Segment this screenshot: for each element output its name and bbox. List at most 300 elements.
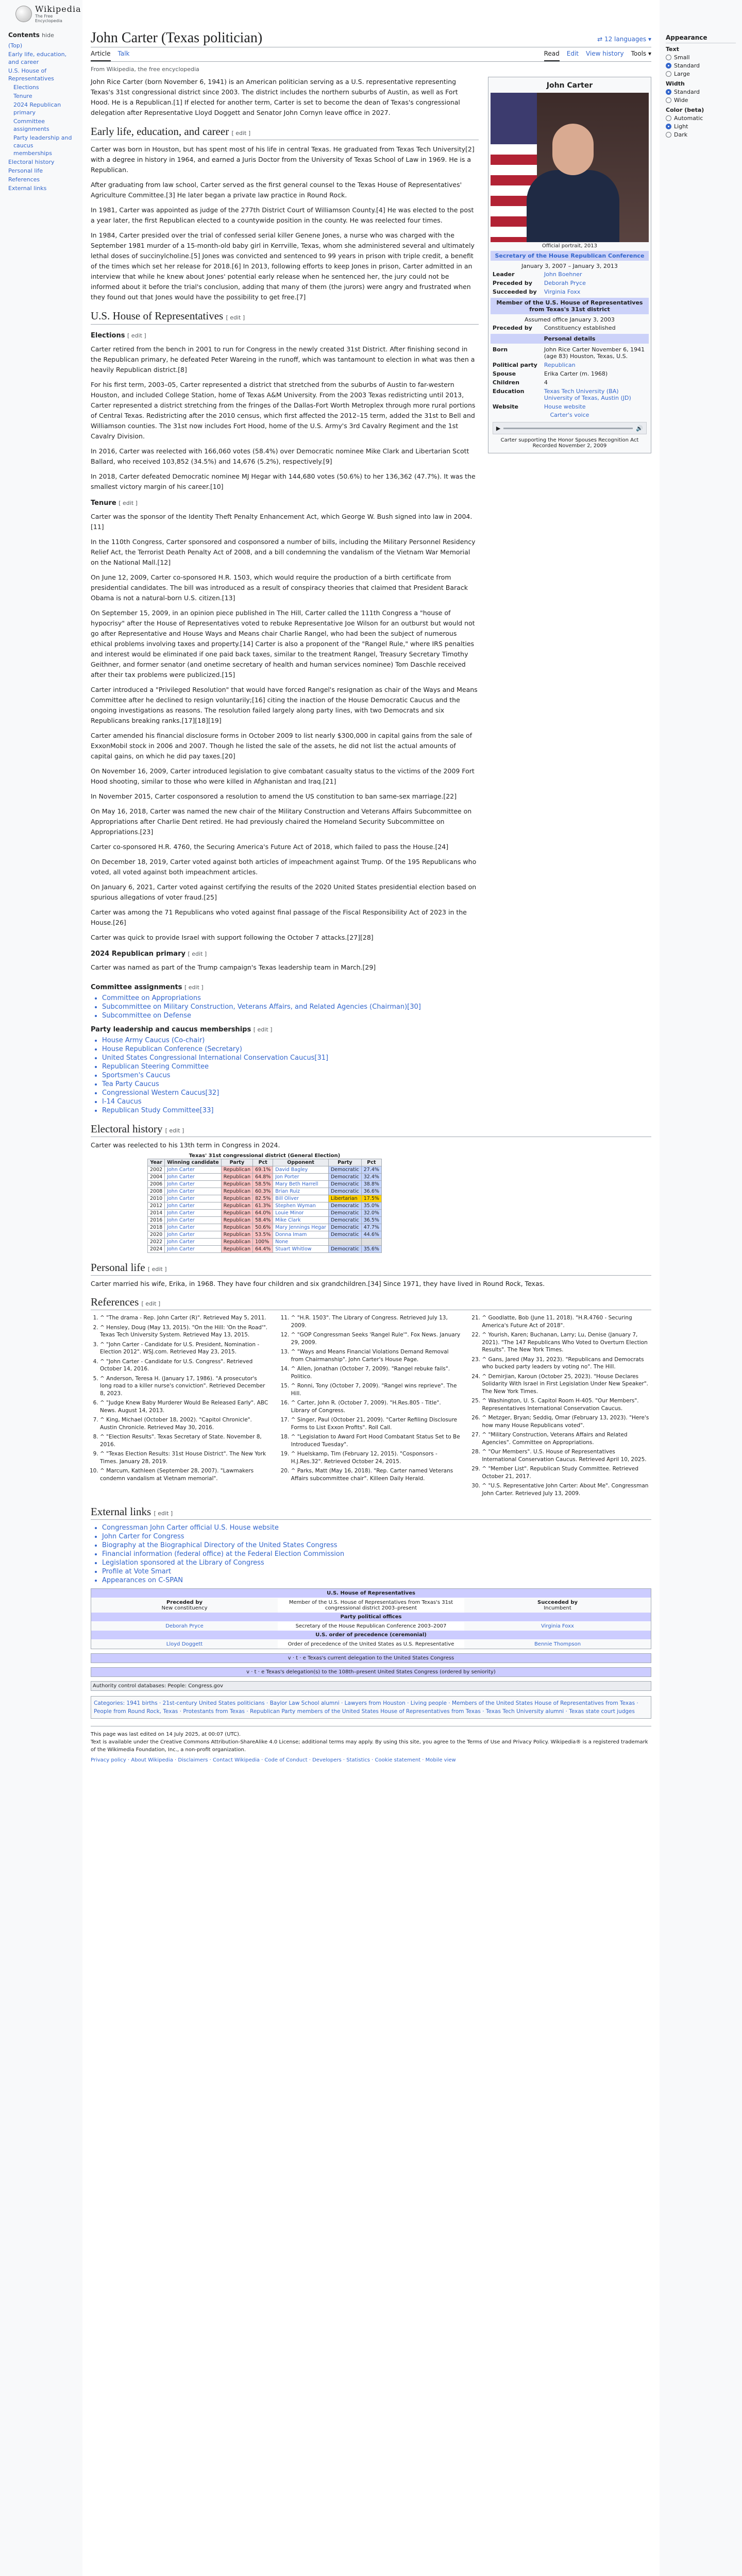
volume-icon[interactable]: 🔊 bbox=[636, 425, 643, 432]
radio-label: Large bbox=[674, 71, 690, 77]
toc-item[interactable]: External links bbox=[8, 185, 47, 192]
table-cell: 44.6% bbox=[361, 1231, 381, 1239]
table-cell: Republican bbox=[221, 1174, 252, 1181]
list-item[interactable]: • Subcommittee on Military Construction, Veterans Affairs, and Related Agencies (Chairman)[30] bbox=[102, 1003, 651, 1011]
table-row bbox=[148, 1246, 382, 1253]
reference-item: 26. ^ Metzger, Bryan; Seddiq, Omar (February 13, 2023). "Here's how many House Republicans voted". bbox=[482, 1414, 651, 1429]
audio-player[interactable] bbox=[493, 422, 647, 434]
navbox-bar[interactable]: v · t · e Texas's delegation(s) to the 108th–present United States Congress (ordered by seniority) bbox=[91, 1667, 651, 1677]
column-header: Opponent bbox=[273, 1159, 329, 1166]
caucus-list bbox=[102, 1037, 651, 1114]
table-cell: 2008 bbox=[148, 1188, 165, 1195]
paragraph: Carter was born in Houston, but has spent most of his life in central Texas. He graduated from Texas Tech University[2] with a degree in history in 1964, and earned a Juris Doctor from the University of Texas School of Law in 1969. He is a Republican. bbox=[91, 145, 475, 174]
list-item[interactable]: • Legislation sponsored at the Library of Congress bbox=[102, 1559, 651, 1567]
list-item[interactable]: • Sportsmen's Caucus bbox=[102, 1072, 651, 1079]
table-cell: Democratic bbox=[328, 1188, 361, 1195]
tab-talk[interactable]: Talk bbox=[117, 50, 130, 57]
paragraph: In 2016, Carter was reelected with 166,060 votes (58.4%) over Democratic nominee Mike Clark and Libertarian Scott Ballard, who received 103,852 (34.5%) and 14,676 (5.2%), respectively.[9] bbox=[91, 447, 469, 465]
header bbox=[8, 4, 81, 23]
paragraph: After graduating from law school, Carter served as the first general counsel to the Texas House of Representatives' Agriculture Committee.[3] He later began a private law practice in Round Rock. bbox=[91, 181, 462, 199]
radio-icon[interactable] bbox=[666, 132, 671, 138]
succeeded-value: Incumbent bbox=[544, 1605, 571, 1611]
toc-item[interactable]: Party leadership and caucus memberships bbox=[13, 134, 72, 157]
table-cell[interactable]: Mike Clark bbox=[273, 1217, 329, 1224]
column-header: Party bbox=[221, 1159, 252, 1166]
column-header: Pct bbox=[361, 1159, 381, 1166]
radio-label: Standard bbox=[674, 62, 700, 69]
tagline: The Free Encyclopedia bbox=[35, 14, 62, 23]
toc-item[interactable]: 2024 Republican primary bbox=[13, 101, 61, 116]
tagline-from: From Wikipedia, the free encyclopedia bbox=[91, 66, 199, 73]
list-item[interactable]: • Congressman John Carter official U.S. House website bbox=[102, 1524, 651, 1532]
reference-item: 24. ^ Demirjian, Karoun (October 25, 2023). "House Declares Solidarity With Israel in First Legislation Under New Speaker". The New York Times. bbox=[482, 1373, 651, 1396]
table-row bbox=[148, 1239, 382, 1246]
table-cell[interactable]: John Carter bbox=[165, 1202, 221, 1210]
toc-item[interactable]: (Top) bbox=[8, 42, 23, 49]
radio-icon[interactable] bbox=[666, 71, 671, 77]
preceded-value[interactable]: Deborah Pryce bbox=[544, 280, 586, 286]
toc-item[interactable]: Early life, education, and career bbox=[8, 51, 67, 65]
navbox-bar[interactable]: v · t · e Texas's current delegation to the United States Congress bbox=[91, 1653, 651, 1663]
list-item[interactable]: • Financial information (federal office) at the Federal Election Commission bbox=[102, 1550, 651, 1558]
succeeded-value[interactable]: Virginia Foxx bbox=[544, 289, 581, 295]
table-cell[interactable]: Bill Oliver bbox=[273, 1195, 329, 1202]
table-cell: Democratic bbox=[328, 1166, 361, 1174]
table-cell[interactable]: John Carter bbox=[165, 1174, 221, 1181]
reference-item: 17. ^ Singer, Paul (October 21, 2009). "Carter Refiling Disclosure Forms to List Exxon Profits". Roll Call. bbox=[291, 1416, 461, 1431]
article-text bbox=[91, 77, 479, 977]
reference-item: 11. ^ "H.R. 1503". The Library of Congress. Retrieved July 13, 2009. bbox=[291, 1314, 461, 1329]
heading-caucus: Party leadership and caucus memberships [ edit ] bbox=[91, 1026, 273, 1033]
reference-item: 30. ^ "U.S. Representative John Carter: About Me". Congressman John Carter. Retrieved July 13, 2009. bbox=[482, 1482, 651, 1497]
edit-link[interactable]: [ edit ] bbox=[141, 1300, 161, 1307]
table-cell: 32.0% bbox=[361, 1210, 381, 1217]
paragraph: On November 16, 2009, Carter introduced legislation to give combatant casualty status to the victims of the 2009 Fort Hood shooting, similar to those who were killed in Afghanistan and Iraq.[21] bbox=[91, 767, 475, 785]
table-cell: Republican bbox=[221, 1202, 252, 1210]
list-item[interactable]: • United States Congressional International Conservation Caucus[31] bbox=[102, 1054, 651, 1062]
table-cell: 36.6% bbox=[361, 1188, 381, 1195]
table-row bbox=[148, 1231, 382, 1239]
reference-item: 14. ^ Allen, Jonathan (October 7, 2009). "Rangel rebuke fails". Politico. bbox=[291, 1365, 461, 1380]
reference-item: 20. ^ Parks, Matt (May 16, 2018). "Rep. Carter named Veterans Affairs subcommittee chair". Killeen Daily Herald. bbox=[291, 1467, 461, 1482]
edit-link[interactable]: [ edit ] bbox=[231, 130, 251, 137]
tenure-section bbox=[91, 512, 479, 943]
language-button[interactable]: ⇄ 12 languages ▾ bbox=[597, 36, 651, 43]
table-cell[interactable]: Mary Beth Harrell bbox=[273, 1181, 329, 1188]
office-title: Member of the U.S. House of Representatives from Texas's 31st congressional district 2003–present bbox=[278, 1598, 464, 1613]
appearance-title: Appearance bbox=[666, 34, 736, 43]
table-cell: 61.3% bbox=[253, 1202, 273, 1210]
right-sidebar bbox=[666, 29, 736, 140]
website-link[interactable]: House website bbox=[544, 403, 586, 410]
table-cell[interactable]: John Carter bbox=[165, 1195, 221, 1202]
preceded-value-2: Constituency established bbox=[544, 325, 616, 331]
table-cell: 2024 bbox=[148, 1246, 165, 1253]
paragraph: In 1984, Carter presided over the trial of confessed serial killer Genene Jones, a nurse who was charged with the September 1981 murder of a 15-month-old baby girl in Kerrville, Texas, whom she administered several and ultimately lethal doses of succinylcholine.[5] Jones was convicted and sentenced to 99 years in prison with triple credit, a benefit of the times which set her release for 2018.[6] In 2013, following efforts to keep Jones in prison, Carter admitted in an interview that while he knew about Jones' potential early release when he sentenced her, the jury could not be informed about it before the trial's conclusion, adding that many of them (the jurors) were angry and frustrated when they found out that Jones would have the possibility to get free.[7] bbox=[91, 231, 475, 301]
column-header: Winning candidate bbox=[165, 1159, 221, 1166]
table-cell: 82.5% bbox=[253, 1195, 273, 1202]
reference-item: 2. ^ Hensley, Doug (May 13, 2015). "On the Hill: 'On the Road'". Texas Tech University System. Retrieved May 13, 2015. bbox=[100, 1324, 269, 1339]
table-cell: Republican bbox=[221, 1188, 252, 1195]
infobox-title: John Carter bbox=[546, 81, 593, 90]
table-cell[interactable]: None bbox=[273, 1239, 329, 1246]
heading-tenure: Tenure [ edit ] bbox=[91, 499, 138, 507]
toc-list bbox=[8, 42, 72, 192]
table-row bbox=[148, 1181, 382, 1188]
tabs-row bbox=[91, 47, 651, 62]
column-header: Year bbox=[148, 1159, 165, 1166]
paragraph: On May 16, 2018, Carter was named the new chair of the Military Construction and Veterans Affairs Subcommittee on Appropriations after Charlie Dent retired. He had previously chaired the Homeland Security Subcommittee on Appropriations.[23] bbox=[91, 807, 472, 836]
reference-item: 27. ^ "Military Construction, Veterans Affairs and Related Agencies". Committee on Appropriations. bbox=[482, 1431, 651, 1446]
list-item[interactable]: • House Republican Conference (Secretary) bbox=[102, 1045, 651, 1053]
radio-icon[interactable] bbox=[666, 89, 671, 95]
list-item[interactable]: • Congressional Western Caucus[32] bbox=[102, 1089, 651, 1097]
spouse-value: Erika Carter (m. 1968) bbox=[544, 370, 608, 377]
radio-icon[interactable] bbox=[666, 63, 671, 69]
table-cell: 17.5% bbox=[361, 1195, 381, 1202]
radio-icon[interactable] bbox=[666, 124, 671, 129]
list-item[interactable]: • House Army Caucus (Co-chair) bbox=[102, 1037, 651, 1044]
text-size-label: Text bbox=[666, 46, 679, 53]
table-cell: Republican bbox=[221, 1195, 252, 1202]
radio-option[interactable] bbox=[666, 115, 736, 122]
reference-item: 9. ^ "Texas Election Results: 31st House District". The New York Times. January 28, 2019. bbox=[100, 1450, 269, 1465]
radio-option[interactable] bbox=[666, 62, 736, 69]
paragraph: For his first term, 2003–05, Carter represented a district that stretched from the suburbs of Austin to far-western Houston, and included College Station, home of Texas A&M University. From the 2003 Texas redistricting until 2013, Carter represented a district stretching from the fringes of the Dallas-Fort Worth Metroplex through more rural portions of Central Texas. Redistricting after the 2010 census, which first affected the 2012–15 term, added the 31st to Bell and Williamson counties. The 31st now includes Fort Hood, home of the U.S. Army's 3rd Cavalry Regiment and the 1st Cavalry Division. bbox=[91, 381, 476, 440]
table-cell[interactable]: John Carter bbox=[165, 1224, 221, 1231]
radio-label: Small bbox=[674, 54, 690, 61]
external-links-list bbox=[102, 1524, 651, 1584]
list-item[interactable]: • Subcommittee on Defense bbox=[102, 1012, 651, 1020]
label-succeeded: Succeeded by bbox=[492, 289, 537, 295]
list-item[interactable]: • Republican Steering Committee bbox=[102, 1063, 651, 1071]
footer-links[interactable]: Privacy policy · About Wikipedia · Disclaimers · Contact Wikipedia · Code of Conduct · Developers · Statistics · Cookie statement · Mobile view bbox=[91, 1757, 456, 1763]
toc-hide-button[interactable]: hide bbox=[42, 32, 54, 39]
toc-item[interactable]: Committee assignments bbox=[13, 118, 49, 132]
list-item[interactable]: • Tea Party Caucus bbox=[102, 1080, 651, 1088]
table-row bbox=[148, 1166, 382, 1174]
table-row bbox=[148, 1217, 382, 1224]
toc-item[interactable]: References bbox=[8, 176, 40, 183]
label-children: Children bbox=[492, 379, 519, 386]
table-cell bbox=[328, 1239, 361, 1246]
toc-item[interactable]: Electoral history bbox=[8, 159, 55, 165]
table-cell: 35.6% bbox=[361, 1246, 381, 1253]
edit-link[interactable]: [ edit ] bbox=[154, 1510, 173, 1517]
heading-early-life: Early life, education, and career [ edit ] bbox=[91, 126, 479, 140]
paragraph: On September 15, 2009, in an opinion piece published in The Hill, Carter called the 111th Congress a "house of hypocrisy" after the House of Representatives voted to rebuke Representative Joe Wilson for an outburst but would not go after Representative and House Ways and Means chair Charlie Rangel, who had been the subject of numerous ethical problems involving taxes and property.[14] Carter is also a proponent of the "Rangel Rule," where IRS penalties and interest would be eliminated if one paid back taxes, similar to the treatment Rangel, Treasury Secretary Timothy Geithner, and former senator (and onetime secretary of health and human services nominee) Tom Daschle received after their tax problems were publicized.[15] bbox=[91, 609, 475, 679]
label-preceded: Preceded by bbox=[492, 280, 532, 286]
navbox-heading: U.S. House of Representatives bbox=[91, 1589, 651, 1598]
list-item[interactable]: • John Carter for Congress bbox=[102, 1533, 651, 1540]
table-cell: Democratic bbox=[328, 1246, 361, 1253]
table-cell: Republican bbox=[221, 1246, 252, 1253]
edit-link[interactable]: [ edit ] bbox=[119, 500, 138, 506]
table-cell: 58.5% bbox=[253, 1181, 273, 1188]
color-label: Color (beta) bbox=[666, 107, 704, 113]
electoral-intro: Carter was reelected to his 13th term in Congress in 2024. bbox=[91, 1141, 280, 1149]
table-cell bbox=[361, 1239, 381, 1246]
article-body bbox=[91, 77, 651, 977]
reference-item: 19. ^ Huelskamp, Tim (February 12, 2015). "Cosponsors - H.J.Res.32". Retrieved October 24, 2015. bbox=[291, 1450, 461, 1465]
heading-house: U.S. House of Representatives [ edit ] bbox=[91, 311, 479, 325]
list-item[interactable]: • Appearances on C-SPAN bbox=[102, 1577, 651, 1584]
official-portrait[interactable] bbox=[491, 93, 649, 242]
paragraph: Carter was named as part of the Trump campaign's Texas leadership team in March.[29] bbox=[91, 963, 376, 971]
radio-option[interactable] bbox=[666, 89, 736, 95]
reference-item: 1. ^ "The drama - Rep. John Carter (R)". Retrieved May 5, 2011. bbox=[100, 1314, 269, 1322]
radio-option[interactable] bbox=[666, 71, 736, 77]
table-cell: 50.6% bbox=[253, 1224, 273, 1231]
party-value[interactable]: Republican bbox=[544, 362, 576, 368]
office-heading[interactable]: Secretary of the House Republican Conference bbox=[491, 251, 649, 261]
table-cell: 32.4% bbox=[361, 1174, 381, 1181]
born-value: John Rice Carter November 6, 1941 (age 83) Houston, Texas, U.S. bbox=[544, 346, 645, 360]
license-text: Text is available under the Creative Commons Attribution-ShareAlike 4.0 License; additional terms may apply. By using this site, you agree to the Terms of Use and Privacy Policy. Wikipedia® is a registered trademark of the Wikimedia Foundation, Inc., a non-profit organization. bbox=[91, 1739, 648, 1753]
preceded-label: Preceded by bbox=[166, 1600, 203, 1605]
label-education: Education bbox=[492, 388, 525, 395]
paragraph: In the 110th Congress, Carter sponsored and cosponsored a number of bills, including the Military Personnel Residency Relief Act, the Terrorist Death Penalty Act of 2008, and a bill condemning the vandalism of the Vietnam War Memorial on the National Mall.[12] bbox=[91, 538, 476, 566]
last-edited: This page was last edited on 14 July 2025, at 00:07 (UTC). bbox=[91, 1732, 241, 1737]
table-cell[interactable]: John Carter bbox=[165, 1188, 221, 1195]
office-heading-2: Member of the U.S. House of Representatives from Texas's 31st district bbox=[491, 298, 649, 314]
page-title: John Carter (Texas politician) bbox=[91, 30, 263, 46]
label-party: Political party bbox=[492, 362, 537, 368]
table-cell[interactable]: Mary Jennings Hegar bbox=[273, 1224, 329, 1231]
radio-option[interactable] bbox=[666, 131, 736, 138]
party-office: Secretary of the House Republican Conference 2003–2007 bbox=[278, 1622, 464, 1631]
edit-link[interactable]: [ edit ] bbox=[127, 332, 146, 339]
wordmark: Wikipedia bbox=[35, 4, 81, 14]
table-cell[interactable]: John Carter bbox=[165, 1239, 221, 1246]
table-row bbox=[148, 1224, 382, 1231]
reference-item: 16. ^ Carter, John R. (October 7, 2009). "H.Res.805 - Title". Library of Congress. bbox=[291, 1399, 461, 1414]
succeeded-label: Succeeded by bbox=[537, 1600, 578, 1605]
preceded-value: New constituency bbox=[161, 1605, 208, 1611]
label-spouse: Spouse bbox=[492, 370, 516, 377]
paragraph: On June 12, 2009, Carter co-sponsored H.R. 1503, which would require the production of a birth certificate from presidential candidates. The bill was introduced as a result of conspiracy theories that claimed that President Barack Obama is not a natural-born U.S. citizen.[13] bbox=[91, 573, 468, 602]
paragraph: Carter was quick to provide Israel with support following the October 7 attacks.[27][28] bbox=[91, 934, 374, 941]
reference-item: 3. ^ "John Carter - Candidate for U.S. President, Nomination - Election 2012". WSJ.com. Retrieved May 23, 2015. bbox=[100, 1341, 269, 1356]
table-cell: 69.1% bbox=[253, 1166, 273, 1174]
list-item[interactable]: • Profile at Vote Smart bbox=[102, 1568, 651, 1575]
reference-item: 18. ^ "Legislation to Award Fort Hood Combatant Status Set to Be Introduced Tuesday". bbox=[291, 1433, 461, 1448]
radio-option[interactable] bbox=[666, 97, 736, 104]
toc-item[interactable]: Personal life bbox=[8, 167, 43, 174]
table-cell: 2010 bbox=[148, 1195, 165, 1202]
footer bbox=[91, 1726, 651, 1768]
table-cell[interactable]: John Carter bbox=[165, 1231, 221, 1239]
table-cell: 2006 bbox=[148, 1181, 165, 1188]
succession-box bbox=[91, 1588, 651, 1649]
radio-icon[interactable] bbox=[666, 97, 671, 103]
toc-title: Contents hide bbox=[8, 31, 54, 39]
lead-paragraph: John Rice Carter (born November 6, 1941) is an American politician serving as a U.S. representative representing Texas's 31st congressional district since 2003. The district includes the northern suburbs of Austin, as well as Fort Hood. He is a Republican.[1] If elected for another term, Carter is set to become the dean of Texas's congressional delegation after Representative Lloyd Doggett and Senator John Cornyn leave office in 2027. bbox=[91, 78, 460, 116]
authority-control[interactable]: Authority control databases: People: Congress.gov bbox=[91, 1681, 651, 1691]
table-cell: 100% bbox=[253, 1239, 273, 1246]
table-cell: 47.7% bbox=[361, 1224, 381, 1231]
column-header: Pct bbox=[253, 1159, 273, 1166]
table-cell: Republican bbox=[221, 1231, 252, 1239]
table-row bbox=[148, 1188, 382, 1195]
table-row bbox=[148, 1195, 382, 1202]
reference-item: 21. ^ Goodlatte, Bob (June 11, 2018). "H.R.4760 - Securing America's Future Act of 2018". bbox=[482, 1314, 651, 1329]
table-cell: Republican bbox=[221, 1239, 252, 1246]
edit-link[interactable]: [ edit ] bbox=[226, 314, 245, 321]
table-cell: Republican bbox=[221, 1210, 252, 1217]
label-website: Website bbox=[492, 403, 519, 410]
radio-option[interactable] bbox=[666, 54, 736, 61]
table-cell[interactable]: John Carter bbox=[165, 1166, 221, 1174]
radio-icon[interactable] bbox=[666, 115, 671, 121]
table-cell[interactable]: Jon Porter bbox=[273, 1174, 329, 1181]
edit-link[interactable]: [ edit ] bbox=[147, 1266, 167, 1273]
infobox bbox=[488, 77, 651, 453]
toc-item[interactable]: Elections bbox=[13, 84, 39, 91]
table-cell[interactable]: David Bagley bbox=[273, 1166, 329, 1174]
table-cell: 36.5% bbox=[361, 1217, 381, 1224]
column-header: Party bbox=[328, 1159, 361, 1166]
radio-label: Standard bbox=[674, 89, 700, 95]
table-cell: Democratic bbox=[328, 1231, 361, 1239]
table-cell[interactable]: Louie Minor bbox=[273, 1210, 329, 1217]
play-icon[interactable]: ▶ bbox=[496, 425, 501, 432]
table-cell[interactable]: Stuart Whitlow bbox=[273, 1246, 329, 1253]
list-item[interactable]: • I-14 Caucus bbox=[102, 1098, 651, 1106]
table-cell: 58.4% bbox=[253, 1217, 273, 1224]
paragraph: Carter was the sponsor of the Identity Theft Penalty Enhancement Act, which George W. Bush signed into law in 2004.[11] bbox=[91, 513, 473, 531]
reference-item: 12. ^ "GOP Congressman Seeks 'Rangel Rule'". Fox News. January 29, 2009. bbox=[291, 1331, 461, 1346]
reference-item: 10. ^ Marcum, Kathleen (September 28, 2007). "Lawmakers condemn vandalism at Vietnam memorial". bbox=[100, 1467, 269, 1482]
table-cell[interactable]: John Carter bbox=[165, 1181, 221, 1188]
table-cell: 2018 bbox=[148, 1224, 165, 1231]
reference-item: 25. ^ Washington, U. S. Capitol Room H-405. "Our Members". Representatives International Conservation Caucus. bbox=[482, 1397, 651, 1412]
paragraph: On December 18, 2019, Carter voted against both articles of impeachment against Trump. Of the 195 Republicans who voted, all voted against both impeachment articles. bbox=[91, 858, 477, 876]
heading-committees: Committee assignments [ edit ] bbox=[91, 984, 204, 991]
order-succeeded[interactable]: Bennie Thompson bbox=[464, 1640, 651, 1649]
table-cell: 2012 bbox=[148, 1202, 165, 1210]
table-cell: 60.3% bbox=[253, 1188, 273, 1195]
table-cell: 2004 bbox=[148, 1174, 165, 1181]
radio-label: Automatic bbox=[674, 115, 703, 122]
edit-link[interactable]: [ edit ] bbox=[184, 984, 204, 991]
list-item[interactable]: • Biography at the Biographical Directory of the United States Congress bbox=[102, 1541, 651, 1549]
table-cell[interactable]: Stephen Wyman bbox=[273, 1202, 329, 1210]
table-cell: Democratic bbox=[328, 1217, 361, 1224]
party-preceded[interactable]: Deborah Pryce bbox=[91, 1622, 278, 1631]
table-cell[interactable]: Brian Ruiz bbox=[273, 1188, 329, 1195]
order-preceded[interactable]: Lloyd Doggett bbox=[91, 1640, 278, 1649]
table-row bbox=[148, 1174, 382, 1181]
tab-article[interactable]: Article bbox=[91, 48, 111, 61]
heading-personal: Personal life [ edit ] bbox=[91, 1261, 651, 1276]
reference-item: 28. ^ "Our Members". U.S. House of Representatives International Conservation Caucus. Retrieved April 10, 2025. bbox=[482, 1448, 651, 1463]
table-caption: Texas' 31st congressional district (General Election) bbox=[189, 1153, 341, 1159]
radio-label: Dark bbox=[674, 131, 688, 138]
paragraph: In 1981, Carter was appointed as judge of the 277th District Court of Williamson County.[4] He was elected to the post a year later, the first Republican elected to a countywide position in the county. He was reelected four times. bbox=[91, 206, 474, 224]
paragraph: Carter co-sponsored H.R. 4760, the Securing America's Future Act of 2018, which failed to pass the House.[24] bbox=[91, 843, 449, 851]
committee-list bbox=[102, 994, 651, 1020]
toc-item[interactable]: Tenure bbox=[13, 93, 32, 99]
tab-history[interactable]: View history bbox=[586, 50, 624, 57]
personal-details-heading: Personal details bbox=[491, 334, 649, 344]
navbox-heading: Party political offices bbox=[91, 1613, 651, 1621]
reference-item: 6. ^ "Judge Knew Baby Murderer Would Be Released Early". ABC News. August 14, 2013. bbox=[100, 1399, 269, 1414]
leader-value[interactable]: John Boehner bbox=[544, 271, 582, 278]
incumbent-text: Assumed office January 3, 2003 bbox=[525, 316, 615, 323]
paragraph: In 2018, Carter defeated Democratic nominee MJ Hegar with 144,680 votes (50.6%) to her 136,362 (47.7%). It was the smallest victory margin of his career.[10] bbox=[91, 472, 476, 490]
table-cell: Republican bbox=[221, 1166, 252, 1174]
education-value[interactable]: Texas Tech University (BA) University of Texas, Austin (JD) bbox=[544, 388, 631, 401]
reference-item: 23. ^ Gans, Jared (May 31, 2023). "Republicans and Democrats who bucked party leaders by voting no". The Hill. bbox=[482, 1356, 651, 1371]
reference-item: 22. ^ Yourish, Karen; Buchanan, Larry; Lu, Denise (January 7, 2021). "The 147 Republicans Who Voted to Overturn Election Results". The New York Times. bbox=[482, 1331, 651, 1354]
list-item[interactable]: • Committee on Appropriations bbox=[102, 994, 651, 1002]
paragraph: Carter introduced a "Privileged Resolution" that would have forced Rangel's resignation as chair of the Ways and Means Committee after he declined to resign voluntarily;[16] citing the inaction of the House Democratic Caucus and the ongoing investigations as reasons. The resolution failed largely along party lines, with two Democrats and six Republicans breaking ranks.[17][18][19] bbox=[91, 686, 478, 724]
heading-references: References [ edit ] bbox=[91, 1296, 651, 1310]
table-cell: Republican bbox=[221, 1181, 252, 1188]
table-cell: 2016 bbox=[148, 1217, 165, 1224]
primary-section bbox=[91, 962, 479, 973]
edit-link[interactable]: [ edit ] bbox=[165, 1127, 184, 1134]
table-cell: Democratic bbox=[328, 1181, 361, 1188]
elections-section bbox=[91, 344, 479, 492]
left-sidebar bbox=[8, 4, 81, 193]
table-cell[interactable]: John Carter bbox=[165, 1246, 221, 1253]
radio-label: Wide bbox=[674, 97, 688, 104]
children-value: 4 bbox=[544, 379, 548, 386]
paragraph: In November 2015, Carter cosponsored a resolution to amend the US constitution to ban same-sex marriage.[22] bbox=[91, 792, 457, 800]
tab-edit[interactable]: Edit bbox=[566, 50, 579, 57]
radio-icon[interactable] bbox=[666, 55, 671, 60]
electoral-table bbox=[147, 1153, 382, 1253]
radio-option[interactable] bbox=[666, 123, 736, 130]
portrait-caption: Official portrait, 2013 bbox=[542, 243, 598, 249]
reference-item: 13. ^ "Ways and Means Financial Violations Demand Removal from Chairmanship". John Carter's House Page. bbox=[291, 1348, 461, 1363]
table-cell: 64.4% bbox=[253, 1246, 273, 1253]
heading-electoral: Electoral history [ edit ] bbox=[91, 1123, 651, 1137]
tab-read[interactable]: Read bbox=[544, 48, 560, 61]
list-item[interactable]: • Republican Study Committee[33] bbox=[102, 1107, 651, 1114]
label-born: Born bbox=[492, 346, 508, 353]
paragraph: Carter amended his financial disclosure forms in October 2009 to list nearly $300,000 in capital gains from the sale of ExxonMobil stock in 2006 and 2007. Though he listed the sale of the assets, he did not list the actual amounts of capital gains, on which he did pay taxes.[20] bbox=[91, 732, 473, 760]
table-cell: 2020 bbox=[148, 1231, 165, 1239]
reference-item: 29. ^ "Member List". Republican Study Committee. Retrieved October 21, 2017. bbox=[482, 1465, 651, 1480]
table-cell: 35.0% bbox=[361, 1202, 381, 1210]
navbox-heading: U.S. order of precedence (ceremonial) bbox=[91, 1631, 651, 1639]
party-succeeded[interactable]: Virginia Foxx bbox=[464, 1622, 651, 1631]
order-office: Order of precedence of the United States as U.S. Representative bbox=[278, 1640, 464, 1649]
edit-link[interactable]: [ edit ] bbox=[188, 951, 207, 957]
table-cell[interactable]: Donna Imam bbox=[273, 1231, 329, 1239]
table-cell: 64.0% bbox=[253, 1210, 273, 1217]
edit-link[interactable]: [ edit ] bbox=[253, 1026, 273, 1033]
toc-item[interactable]: U.S. House of Representatives bbox=[8, 67, 54, 82]
office-term: January 3, 2007 – January 3, 2013 bbox=[521, 263, 618, 269]
lower-content bbox=[91, 984, 651, 1768]
title-row bbox=[91, 0, 651, 47]
table-cell: Republican bbox=[221, 1224, 252, 1231]
wikipedia-logo[interactable] bbox=[15, 4, 81, 23]
table-row bbox=[148, 1210, 382, 1217]
tools-menu[interactable]: Tools ▾ bbox=[631, 50, 651, 57]
table-cell[interactable]: John Carter bbox=[165, 1210, 221, 1217]
reference-item: 7. ^ King, Michael (October 18, 2002). "Capitol Chronicle". Austin Chronicle. Retrieved May 30, 2016. bbox=[100, 1416, 269, 1431]
heading-external: External links [ edit ] bbox=[91, 1505, 651, 1520]
categories[interactable]: Categories: 1941 births · 21st-century United States politicians · Baylor Law School alumni · Lawyers from Houston · Living people · Members of the United States House of Representatives from Texas · People from Round Rock, Texas · Protestants from Texas · Republican Party members of the United States House of Representatives from Texas · Texas Tech University alumni · Texas state court judges bbox=[91, 1696, 651, 1719]
table-cell[interactable]: John Carter bbox=[165, 1217, 221, 1224]
globe-icon bbox=[15, 6, 32, 22]
reference-item: 5. ^ Anderson, Teresa H. (January 17, 1986). "A prosecutor's long road to a killer nurse's conviction". Retrieved December 8, 2023. bbox=[100, 1375, 269, 1398]
